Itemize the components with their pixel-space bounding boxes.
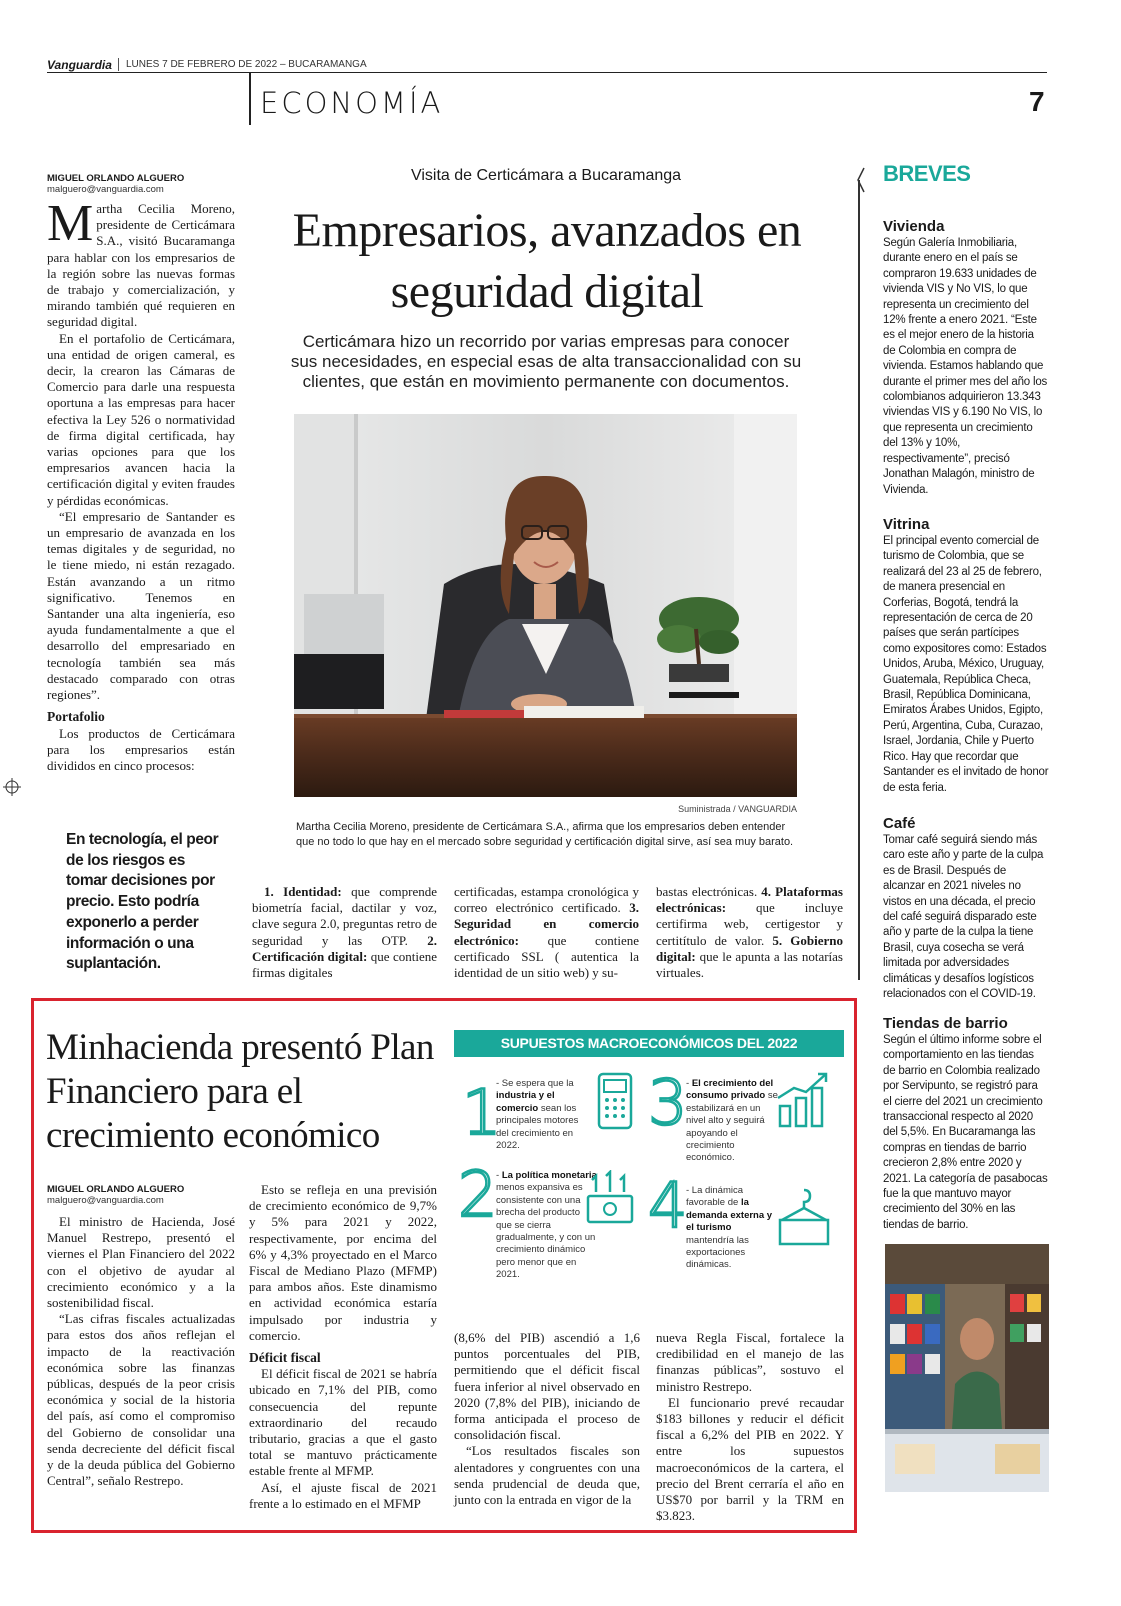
photo-credit: Suministrada / VANGUARDIA [678, 804, 797, 814]
breve-text: El principal evento comercial de turismo de Colombia, que se realizará del 23 al 25 de febrero, de manera presencial en Corferias, Bogotá, tendrá la representación de cerca de 20 países que serán partícipes como expositores como: Estados Unidos, Aruba, México, Uruguay, Guatemala, República Checa, Brasil, República Dominicana, Emiratos Árabes Unidos, Egipto, Perú, Argentina, Cuba, Curazao, Israel, Jordania, Chile y Puerto Rico. Hay que recordar que Santander es el invitado de honor de esta feria. [883, 535, 1049, 794]
left-article [47, 173, 235, 774]
registration-mark-icon [3, 778, 21, 796]
shopkeeper-photo [885, 1244, 1049, 1492]
breve-title: Vivienda [883, 218, 945, 235]
step-4-number: 4 [648, 1169, 688, 1242]
list-text-comercio: que contiene certificado SSL ( autentica la identidad de un sitio web) y su- [454, 932, 639, 981]
bottom-para-7: “Los resultados fiscales son alentadores y congruentes con una senda prudencial de deuda que, junto con la entrada en vigor de la [454, 1443, 640, 1508]
left-subhead: Portafolio [47, 709, 105, 725]
bottom-para-9: El funcionario prevé recaudar $183 billones y reducir el déficit fiscal a 6,2% del PIB en 2022. Y entre los supuestos macroeconómicos de la cartera, el precio del Brent cerraría el año en US$70 por barril y la TRM en $3.823. [656, 1394, 844, 1524]
bottom-col-4 [656, 1330, 844, 1524]
step-2-bold: La política monetaria [501, 1170, 597, 1181]
growth-chart-icon [776, 1070, 832, 1130]
author-email: malguero@vanguardia.com [47, 184, 164, 195]
step-1-post: sean los principales motores del crecimiento en 2022. [496, 1102, 579, 1152]
breve-text: Tomar café seguirá siendo más caro este año y parte de la culpa es de Brasil. Después de alcanzar en 2021 niveles no vistos en una década, el precio del café seguirá disparado este año y parte de la culpa la tiene Brasil, cuya cosecha se verá limitada por adversidades climáticas y desafíos logísticos relacionados con el COVID-19. [883, 834, 1044, 1001]
main-col-2 [454, 884, 639, 981]
breve-title: Café [883, 815, 916, 832]
step-4-post: mantendría las exportaciones dinámicas. [686, 1234, 749, 1271]
cargo-crane-icon [776, 1188, 832, 1248]
author-email: malguero@vanguardia.com [47, 1195, 164, 1206]
step-1-bold: industria y el comercio [496, 1090, 555, 1114]
step-1-text [496, 1078, 592, 1152]
step-3-bold: El crecimiento del consumo privado [686, 1078, 774, 1102]
author-name: MIGUEL ORLANDO ALGUERO [47, 173, 185, 184]
section-bar [249, 73, 251, 125]
infographic [454, 1030, 844, 1282]
step-4-text [686, 1185, 782, 1272]
businesswoman-photo [294, 414, 797, 797]
deficit-subhead: Déficit fiscal [249, 1350, 321, 1366]
main-deck: Certicámara hizo un recorrido por varias empresas para conocer sus necesidades, en especial esas de alta transaccionalidad con su clientes, que están en movimiento permanente con documentos. [290, 332, 802, 391]
step-3-pre: - [686, 1078, 692, 1089]
masthead-dateline: LUNES 7 DE FEBRERO DE 2022 – BUCARAMANGA [126, 59, 367, 70]
breve-title: Vitrina [883, 516, 930, 533]
left-para-2: En el portafolio de Certicámara, una entidad de origen cameral, es decir, la crearon las Cámaras de Comercio para darle una respuesta oportuna a las empresas para hacer efectiva la Ley 526 o normatividad de firma digital certificada, hay varias opciones para que los empresarios avancen hacia la certificación digital y eviten fraudes y pérdidas económicas. [47, 330, 235, 508]
bottom-para-8: nueva Regla Fiscal, fortalece la credibilidad en el manejo de las finanzas públicas”, sostuvo el ministro Restrepo. [656, 1330, 844, 1394]
bottom-para-6: (8,6% del PIB) ascendió a 1,6 puntos porcentuales del PIB, permitiendo que el déficit fiscal fuera inferior al nivel observado en 2020 (7,8% del PIB), iniciando de forma anticipada el proceso de consolidación fiscal. [454, 1330, 640, 1443]
bottom-col-3 [454, 1330, 640, 1508]
bottom-para-5: Así, el ajuste fiscal de 2021 frente a lo estimado en el MFMP [249, 1479, 437, 1511]
breve-text: Según el último informe sobre el comportamiento en las tiendas de barrio en Colombia realizado por Servipunto, se registró para el cierre del 2021 un crecimiento transaccional respecto al 2020 del 5,5%. En Bucaramanga las compras en tiendas de barrio crecieron 2,8% entre 2020 y 2021. La categoría de pasabocas fue la que mantuvo mayor crecimiento del 30% en las tiendas de barrio. [883, 1034, 1048, 1231]
list-item-gobierno: 5. Gobierno digital: [656, 932, 843, 964]
step-4-pre: - La dinámica favorable de [686, 1185, 744, 1209]
step-1-number: 1 [462, 1076, 502, 1149]
photo-caption: Martha Cecilia Moreno, presidente de Certicámara S.A., afirma que los empresarios deben entender que no todo lo que hay en el mercado sobre seguridad y certificación digital sirve, así sea muy barato. [296, 821, 794, 848]
step-1-pre: - Se espera que la [496, 1078, 574, 1089]
bottom-para-2: “Las cifras fiscales actualizadas para estos dos años reflejan el impacto de la reactivación económica sobre las finanzas públicas, después de la peor crisis económica y social de la historia del país, así como el compromiso del Gobierno de consolidar una senda decreciente del déficit fiscal y de la deuda pública del Gobierno Central”, señalo Restrepo. [47, 1311, 235, 1489]
breve-text: Según Galería Inmobiliaria, durante enero en el país se compraron 19.633 unidades de vivienda VIS y No VIS, lo que representa un crecimiento del 12% frente a enero 2021. “Este es el mejor enero de la historia de Colombia en compra de vivienda. Estamos hablando que durante el primer mes del año los colombianos adquirieron 13.343 viviendas VIS y 6.190 No VIS, lo que representa un crecimiento del 13% y 10%, respectivamente”, precisó Jonathan Malagón, ministro de Vivienda. [883, 237, 1048, 496]
breves-rule [858, 180, 860, 980]
masthead-separator [118, 58, 119, 71]
breve-title: Tiendas de barrio [883, 1015, 1008, 1032]
bottom-author-block [47, 1184, 237, 1206]
main-kicker: Visita de Certicámara a Bucaramanga [410, 167, 682, 184]
breve-tiendas [883, 1015, 1049, 1233]
header-rule [47, 72, 1047, 73]
masthead-brand: Vanguardia [47, 58, 112, 72]
step-2-number: 2 [458, 1158, 498, 1231]
bottom-para-4: El déficit fiscal de 2021 se habría ubicado en 7,1% del PIB, como consecuencia del repunte extraordinario del recaudo tributario, gracias a que el gasto total se mantuvo prácticamente estable frente al MFMP. [249, 1366, 437, 1479]
crop-mark [3, 778, 21, 800]
page-number: 7 [1029, 86, 1045, 117]
store-photo [885, 1244, 1049, 1492]
bottom-para-1: El ministro de Hacienda, José Manuel Restrepo, presentó el viernes el Plan Financiero del 2022 con el objetivo de ayudar al crecimiento económico y a la sostenibilidad fiscal. [47, 1214, 235, 1311]
left-article-body [47, 195, 235, 774]
breve-vivienda [883, 218, 1049, 498]
breves-bracket-icon [852, 166, 872, 200]
left-para-3: “El empresario de Santander es un empresario de avanzada en los temas digitales y de seguridad, no le tiene miedo, ni están rezagado. Están avanzando a un ritmo significativo. Tenemos en Santander una alta ingeniería, eso ayuda fundamentalmente a que el desarrollo del empresariado en tecnología también sea más destacado comparado con otras regiones”. [47, 508, 235, 703]
infographic-title: SUPUESTOS MACROECONÓMICOS DEL 2022 [500, 1035, 798, 1051]
main-col-1 [252, 884, 437, 981]
pull-quote: En tecnología, el peor de los riesgos es tomar decisiones por precio. Esto podría exponerlo a perder información o una suplantación. [66, 831, 219, 973]
list-text-certificacion: que contiene firmas digitales [252, 948, 437, 981]
bottom-para-3: Esto se refleja en una previsión de crecimiento económico de 9,7% y 5% para 2021 y 2022, respectivamente, por encima del 6% y 4,3% proyectado en el Marco Fiscal de Mediano Plazo (MFMP) para ambos años. Este dinamismo en actividad económica estaría impulsado por industria y comercio. [249, 1182, 437, 1343]
main-photo [294, 414, 797, 797]
section-title: ECONOMÍA [260, 86, 444, 120]
pos-terminal-icon [594, 1072, 636, 1130]
list-text-identidad: que comprende biometría facial, dactilar y voz, clave segura 2.0, preguntas retro de seguridad y las OTP. [252, 884, 437, 948]
bottom-headline: Minhacienda presentó Plan Financiero para el crecimiento económico [46, 1027, 434, 1156]
list-text-plataformas: que incluye certifirma web, certigestor y certitítulo de valor. [656, 900, 843, 948]
list-text-subastas: bastas electrónicas. [656, 884, 762, 899]
list-item-plataformas: 4. Plataformas electrónicas: [656, 884, 843, 916]
step-3-text [686, 1078, 782, 1165]
dropcap: M [47, 195, 94, 252]
breves-title: BREVES [883, 161, 971, 186]
money-arrows-icon [582, 1170, 638, 1228]
step-2-post: menos expansiva es consistente con una brecha del producto que se cierra gradualmente, y con un crecimiento dinámico pero menor que en 2021. [496, 1182, 596, 1281]
bottom-col-1 [47, 1214, 235, 1489]
breve-cafe [883, 815, 1049, 1002]
list-text-gobierno: que le apunta a las notarías virtuales. [656, 948, 843, 981]
step-4-bold: la demanda externa y el turismo [686, 1197, 773, 1234]
list-item-certificacion: 2. Certificación digital: [252, 932, 437, 964]
left-para-4: Los productos de Certicámara para los empresarios están divididos en cinco procesos: [47, 725, 235, 773]
main-headline: Empresarios, avanzados en seguridad digital [292, 204, 802, 318]
left-para-1: artha Cecilia Moreno, presidente de Certicámara S.A., visitó Bucaramanga para hablar con los empresarios de la región sobre las nuevas formas de trabajo y comercialización, y mirando también qué requieren en seguridad digital. [47, 201, 235, 330]
step-3-number: 3 [648, 1066, 688, 1139]
list-item-identidad: 1. Identidad: [264, 884, 342, 899]
list-item-comercio: 3. Seguridad en comercio electrónico: [454, 900, 639, 948]
bottom-col-2 [249, 1182, 437, 1512]
step-2-pre: - [496, 1170, 502, 1181]
main-col-3 [656, 884, 843, 981]
step-3-post: se estabilizará en un nivel alto y seguirá apoyando el crecimiento económico. [686, 1090, 778, 1164]
author-name: MIGUEL ORLANDO ALGUERO [47, 1184, 185, 1195]
breve-vitrina [883, 516, 1049, 796]
list-text-certificadas: certificadas, estampa cronológica y correo electrónico certificado. [454, 884, 639, 916]
